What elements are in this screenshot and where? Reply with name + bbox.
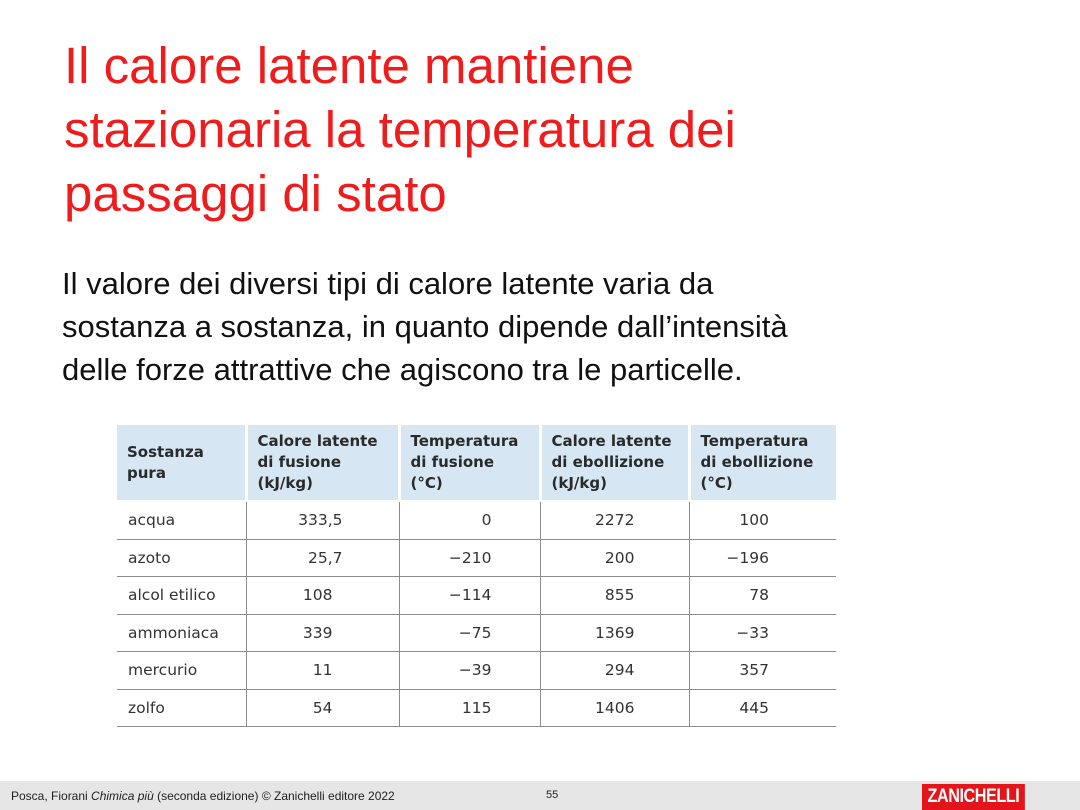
header-line: di ebollizione (551, 453, 665, 471)
page-number: 55 (546, 789, 559, 801)
header-line: Calore latente (551, 432, 672, 450)
header-fusion-temp (399, 425, 540, 501)
header-line: Temperatura (410, 432, 519, 450)
header-line: (kJ/kg) (257, 474, 313, 492)
cell-substance: mercurio (117, 652, 246, 690)
cell-boiling-heat: 294 (540, 652, 689, 690)
cell-boiling-heat: 200 (540, 539, 689, 577)
cell-boiling-heat: 1406 (540, 689, 689, 727)
cell-boiling-temp: 445 (689, 689, 836, 727)
slide-title (64, 34, 1044, 226)
header-line: di ebollizione (700, 453, 814, 471)
header-line: Temperatura (700, 432, 809, 450)
header-line: (kJ/kg) (551, 474, 607, 492)
cell-substance: alcol etilico (117, 577, 246, 615)
cell-boiling-temp: 100 (689, 501, 836, 539)
cell-substance: zolfo (117, 689, 246, 727)
header-boiling-heat (540, 425, 689, 501)
cell-boiling-heat: 855 (540, 577, 689, 615)
body-line: sostanza a sostanza, in quanto dipende dall’intensità (62, 309, 788, 344)
title-line: stazionaria la temperatura dei (64, 101, 736, 158)
cell-fusion-temp: −39 (399, 652, 540, 690)
cell-fusion-heat: 54 (246, 689, 399, 727)
footer-bar (0, 781, 1080, 810)
header-line: di fusione (410, 453, 495, 471)
footer-book-title: Chimica più (91, 789, 154, 803)
cell-fusion-temp: 0 (399, 501, 540, 539)
cell-boiling-temp: 78 (689, 577, 836, 615)
header-line: (°C) (700, 474, 733, 492)
cell-fusion-temp: −114 (399, 577, 540, 615)
title-line: Il calore latente mantiene (64, 37, 634, 94)
header-boiling-temp (689, 425, 836, 501)
header-line: Sostanza (127, 442, 204, 461)
cell-fusion-heat: 333,5 (246, 501, 399, 539)
table-row (117, 689, 836, 727)
cell-boiling-temp: −33 (689, 614, 836, 652)
table-row (117, 539, 836, 577)
cell-boiling-temp: 357 (689, 652, 836, 690)
table-row (117, 652, 836, 690)
cell-fusion-temp: −75 (399, 614, 540, 652)
cell-boiling-heat: 1369 (540, 614, 689, 652)
cell-substance: azoto (117, 539, 246, 577)
cell-fusion-temp: 115 (399, 689, 540, 727)
cell-boiling-heat: 2272 (540, 501, 689, 539)
cell-boiling-temp: −196 (689, 539, 836, 577)
header-line: di fusione (257, 453, 342, 471)
footer-credit (11, 789, 395, 803)
header-substance (117, 425, 246, 501)
latent-heat-table (117, 425, 836, 727)
table-row (117, 501, 836, 539)
body-line: delle forze attrattive che agiscono tra le particelle. (62, 352, 743, 387)
cell-fusion-heat: 339 (246, 614, 399, 652)
table-row (117, 614, 836, 652)
footer-authors: Posca, Fiorani (11, 789, 92, 803)
cell-substance: acqua (117, 501, 246, 539)
header-fusion-heat (246, 425, 399, 501)
cell-fusion-heat: 11 (246, 652, 399, 690)
body-paragraph (62, 262, 1042, 391)
cell-fusion-heat: 108 (246, 577, 399, 615)
header-line: pura (127, 463, 166, 482)
cell-fusion-heat: 25,7 (246, 539, 399, 577)
cell-substance: ammoniaca (117, 614, 246, 652)
header-line: (°C) (410, 474, 443, 492)
title-line: passaggi di stato (64, 165, 447, 222)
cell-fusion-temp: −210 (399, 539, 540, 577)
footer-edition: (seconda edizione) © Zanichelli editore 2022 (153, 789, 395, 803)
body-line: Il valore dei diversi tipi di calore latente varia da (62, 266, 714, 301)
header-line: Calore latente (257, 432, 378, 450)
table-header-row (117, 425, 836, 501)
table-row (117, 577, 836, 615)
zanichelli-logo: ZANICHELLI (922, 784, 1025, 810)
